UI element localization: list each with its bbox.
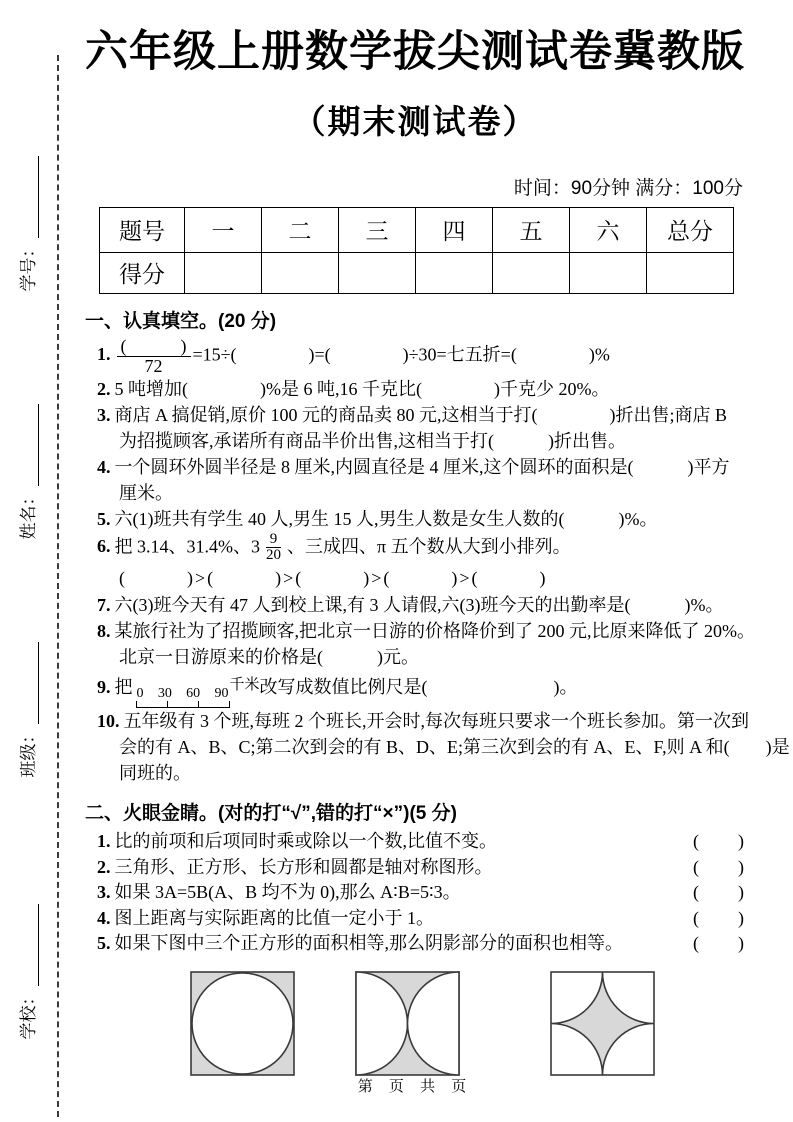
page-footer: 第 页 共 页 [357,1078,473,1095]
question-text: 五年级有 3 个班,每班 2 个班长,开会时,每次每班只要求一个班长参加。第一次到 [123,711,749,732]
question-4-line-2: 厘米。 [119,482,173,503]
score-table-header-row [100,207,734,252]
question-8 [97,618,755,644]
question-number: 2. [97,378,111,399]
scale-tick-90: 90 [214,686,229,702]
student-id-label: 学号： [19,240,38,292]
square-with-inscribed-circle [190,971,295,1076]
fraction [117,337,191,376]
question-10 [97,708,749,734]
question-4 [97,454,745,480]
score-cell [262,252,339,293]
question-number: 9. [97,677,111,698]
score-col-4: 四 [416,207,493,252]
question-7 [97,592,745,618]
question-2 [97,376,745,402]
question-text: 改写成数值比例尺是( )。 [259,677,578,698]
scale-unit: 千米 [229,677,260,694]
scale-bar-line [136,701,230,708]
section1-heading: 一、认真填空。(20 分) [85,310,277,332]
score-col-5: 五 [493,207,570,252]
name-label: 姓名： [19,488,38,540]
tf5-figures-row [190,971,745,1076]
score-row-label: 得分 [100,252,185,293]
question-number: 8. [97,621,111,642]
question-text: 把 3.14、31.4%、3 [114,535,260,556]
fraction-numerator: 9 [266,532,282,549]
tf-question-3 [97,880,745,906]
question-number: 3. [97,404,111,425]
square-with-corner-quarter-circles [550,971,655,1076]
exam-meta: 时间：90分钟 满分：100分 [513,177,743,199]
question-number: 10. [97,711,120,732]
student-id-blank [20,157,39,239]
question-text: 比的前项和后项同时乘或除以一个数,比值不变。 [114,831,497,852]
question-10-line-3: 同班的。 [119,763,191,784]
square-with-two-semicircles [355,971,460,1076]
question-text: 、三成四、π 五个数从大到小排列。 [287,535,571,556]
question-1 [97,337,745,376]
question-6 [97,532,745,565]
class-label: 班级： [19,726,38,778]
answer-brackets: ( ) [693,907,745,928]
question-3-line-2: 为招揽顾客,承诺所有商品半价出售,这相当于打( )折出售。 [119,430,626,451]
question-number: 7. [97,595,111,616]
school-label: 学校： [19,988,38,1040]
question-8-line-2: 北京一日游原来的价格是( )元。 [119,647,419,668]
question-text: 5 吨增加( )%是 6 吨,16 千克比( )千克少 20%。 [114,378,610,399]
question-number: 6. [97,535,111,556]
name-blank [20,405,39,487]
question-text: 如果 3A=5B(A、B 均不为 0),那么 A∶B=5∶3。 [114,882,461,903]
question-6-answer-line: ( )>( )>( )>( )>( ) [119,568,548,589]
question-number: 1. [97,344,111,365]
score-table-score-row [100,252,734,293]
seal-dashed-line [57,55,59,1117]
scale-tick-30: 30 [157,686,172,702]
tf-question-4 [97,906,745,932]
scale-tick-0: 0 [136,686,144,702]
fraction-denominator: 72 [144,355,163,376]
question-9 [97,670,745,708]
score-table [99,207,734,294]
question-number: 1. [97,831,111,852]
question-text: =15÷( )=( )÷30=七五折=( )% [192,344,610,365]
question-number: 5. [97,508,111,529]
school-blank [20,905,39,987]
question-number: 4. [97,456,111,477]
question-10-line-2: 会的有 A、B、C;第二次到会的有 B、D、E;第三次到会的有 A、E、F,则 A 和( )是 [119,737,790,758]
question-text: 三角形、正方形、长方形和圆都是轴对称图形。 [114,856,493,877]
question-text: 图上距离与实际距离的比值一定小于 1。 [114,907,434,928]
score-col-3: 三 [339,207,416,252]
page-subtitle: （期末测试卷） [292,102,538,140]
score-col-1: 一 [185,207,262,252]
score-cell [493,252,570,293]
section2-heading: 二、火眼金睛。(对的打“√”,错的打“×”)(5 分) [85,803,457,825]
score-cell [647,252,734,293]
score-cell [339,252,416,293]
question-5 [97,506,745,532]
question-number: 4. [97,907,111,928]
answer-brackets: ( ) [693,882,745,903]
class-blank [20,643,39,725]
question-text: 一个圆环外圆半径是 8 厘米,内圆直径是 4 厘米,这个圆环的面积是( )平方 [114,456,730,477]
scale-tick-60: 60 [186,686,201,702]
map-scale-bar [136,686,230,708]
question-text: 商店 A 搞促销,原价 100 元的商品卖 80 元,这相当于打( )折出售;商店 B [114,404,727,425]
score-table-corner: 题号 [100,207,185,252]
tf-question-5 [97,931,745,957]
question-text: 如果下图中三个正方形的面积相等,那么阴影部分的面积也相等。 [114,933,623,954]
score-cell [185,252,262,293]
fraction-numerator: ( ) [117,337,191,357]
tf-question-2 [97,855,745,881]
question-number: 2. [97,856,111,877]
fraction [262,532,285,565]
score-col-total: 总分 [647,207,734,252]
question-number: 5. [97,933,111,954]
score-cell [416,252,493,293]
answer-brackets: ( ) [693,856,745,877]
question-text: 某旅行社为了招揽顾客,把北京一日游的价格降价到了 200 元,比原来降低了 20%。 [114,621,755,642]
tf-question-1 [97,829,745,855]
answer-brackets: ( ) [693,933,745,954]
question-number: 3. [97,882,111,903]
fraction-denominator: 20 [266,547,281,564]
question-text: 六(3)班今天有 47 人到校上课,有 3 人请假,六(3)班今天的出勤率是( )%。 [114,595,724,616]
answer-brackets: ( ) [693,831,745,852]
score-col-2: 二 [262,207,339,252]
seal-field-school [15,887,39,1057]
question-text: 把 [114,677,133,698]
page-title: 六年级上册数学拔尖测试卷冀教版 [85,28,745,76]
question-3 [97,402,745,428]
seal-field-class [15,625,39,795]
score-col-6: 六 [570,207,647,252]
score-cell [570,252,647,293]
question-text: 六(1)班共有学生 40 人,男生 15 人,男生人数是女生人数的( )%。 [114,508,658,529]
seal-field-name [15,387,39,557]
seal-field-student-id [15,139,39,309]
